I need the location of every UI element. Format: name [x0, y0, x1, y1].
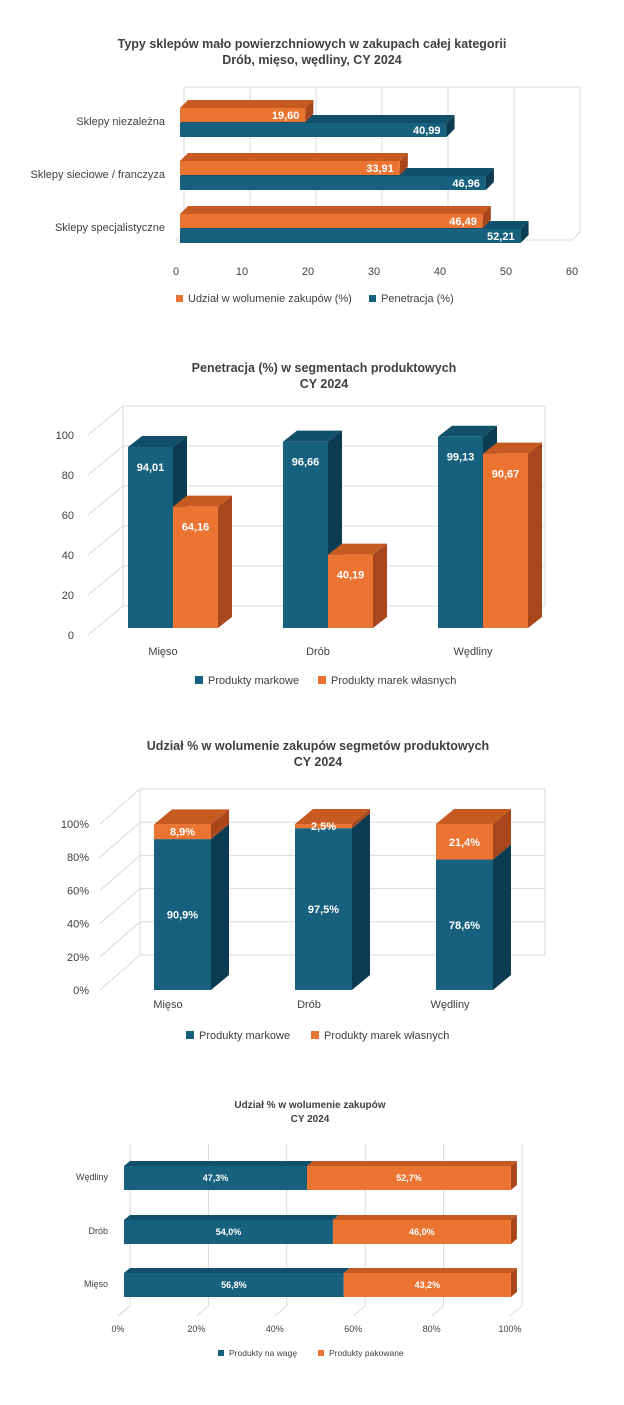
data-label: 54,0%: [215, 1227, 242, 1237]
x-tick-label: 20%: [187, 1324, 206, 1334]
data-label: 56,8%: [221, 1280, 247, 1290]
legend-label-0: Produkty markowe: [199, 1030, 291, 1042]
chart-volume-share: [0, 1070, 624, 1405]
grid-side-1: [88, 566, 123, 595]
y-tick-label: 100%: [60, 819, 89, 831]
category-label: Drób: [306, 646, 330, 658]
data-label: 19,60: [271, 110, 300, 122]
chart-subtitle: CY 2024: [299, 377, 349, 391]
legend-swatch-1: [318, 676, 326, 684]
x-tick-label: 30: [367, 266, 381, 278]
legend-label-0: Udział w wolumenie zakupów (%): [188, 293, 352, 305]
y-tick-label: 40%: [66, 918, 89, 931]
bar-waga-top: [124, 1268, 350, 1273]
bar-udzial-top: [180, 100, 313, 108]
bar-wlasne: [328, 555, 373, 628]
chart-volume-share-segments: [0, 700, 624, 1070]
bar-pakowane-top: [307, 1161, 517, 1166]
bar-pakowane-side: [511, 1161, 517, 1190]
chart-subtitle: CY 2024: [290, 1114, 330, 1125]
bar-udzial-top: [180, 206, 491, 214]
x-tick-label: 40: [433, 266, 447, 278]
category-label: Sklepy niezależna: [76, 116, 165, 128]
grid-side-4: [88, 446, 123, 475]
data-label: 52,7%: [396, 1173, 422, 1183]
chart-store-types: [0, 0, 624, 330]
grid-side-5: [100, 789, 140, 824]
x-tick-label: 60: [565, 266, 579, 278]
data-label: 21,4%: [448, 836, 481, 849]
bar-markowe-side: [493, 845, 511, 990]
data-label: 99,13: [446, 451, 475, 464]
x-tick-label: 10: [235, 266, 249, 278]
grid-side-2: [88, 526, 123, 555]
x-tick-label: 40%: [265, 1324, 284, 1334]
grid-side-3: [88, 486, 123, 515]
y-tick-label: 80: [61, 470, 74, 482]
chart-subtitle: CY 2024: [293, 755, 343, 769]
legend-label-1: Produkty pakowane: [329, 1348, 404, 1358]
bar-pakowane-side: [511, 1268, 517, 1297]
bar-penetracja: [180, 123, 447, 137]
y-tick-label: 80%: [66, 852, 89, 865]
bar-pakowane-top: [333, 1215, 517, 1220]
data-label: 46,0%: [409, 1227, 435, 1237]
data-label: 96,66: [291, 456, 320, 469]
legend-swatch-1: [369, 295, 376, 302]
bar-pakowane-top: [344, 1268, 517, 1273]
category-label: Wędliny: [75, 1172, 108, 1182]
chart-title: Udział % w wolumenie zakupów: [234, 1100, 386, 1111]
grid-side-4: [100, 822, 140, 857]
y-tick-label: 0%: [73, 985, 89, 997]
bar-wlasne-side: [218, 496, 232, 628]
category-label: Wędliny: [430, 999, 470, 1011]
y-tick-label: 40: [61, 550, 74, 562]
bar-udzial: [180, 214, 483, 228]
chart-subtitle: Drób, mięso, wędliny, CY 2024: [222, 53, 402, 67]
bar-udzial-top: [180, 153, 408, 161]
legend-label-0: Produkty markowe: [208, 675, 300, 687]
bar-waga-top: [124, 1161, 313, 1166]
grid-floor-5: [510, 1306, 522, 1316]
data-label: 43,2%: [414, 1280, 441, 1290]
bar-pakowane-side: [511, 1215, 517, 1244]
grid-side-3: [100, 855, 140, 890]
x-tick-label: 0%: [111, 1324, 125, 1334]
floor-left: [118, 1306, 130, 1316]
chart-penetration-svg: [0, 330, 624, 700]
data-label: 94,01: [136, 461, 165, 474]
y-tick-label: 0: [67, 630, 74, 642]
x-tick-label: 60%: [344, 1324, 363, 1334]
chart-title: Typy sklepów mało powierzchniowych w zakupach całej kategorii: [117, 37, 507, 51]
y-tick-label: 60%: [66, 885, 89, 898]
chart-volume-share-segments-svg: [0, 700, 624, 1070]
data-label: 46,96: [452, 178, 480, 190]
bar-markowe-side: [352, 813, 370, 990]
grid-side-5: [88, 406, 123, 435]
bar-penetracja: [180, 176, 486, 190]
chart-penetration: [0, 330, 624, 700]
data-label: 40,19: [336, 569, 365, 582]
legend-swatch-1: [311, 1031, 319, 1039]
x-tick-label: 0: [172, 266, 180, 278]
data-label: 78,6%: [448, 919, 481, 932]
y-tick-label: 100: [55, 430, 74, 442]
category-label: Drób: [297, 999, 321, 1011]
category-label: Mięso: [83, 1279, 108, 1289]
data-label: 46,49: [449, 216, 477, 228]
data-label: 8,9%: [169, 826, 196, 839]
grid-floor-2: [275, 1306, 287, 1316]
grid-side-2: [100, 889, 140, 924]
grid-floor-6: [572, 232, 580, 240]
bar-markowe: [438, 437, 483, 628]
x-tick-label: 80%: [422, 1324, 441, 1334]
category-label: Sklepy sieciowe / franczyza: [30, 169, 165, 181]
x-tick-label: 20: [301, 266, 315, 278]
legend-label-1: Produkty marek własnych: [324, 1030, 450, 1042]
chart-title: Penetracja (%) w segmentach produktowych: [191, 361, 457, 375]
legend-swatch-0: [218, 1350, 224, 1356]
x-tick-label: 50: [499, 266, 513, 278]
y-tick-label: 60: [61, 510, 74, 522]
y-tick-label: 20: [61, 590, 74, 602]
legend-swatch-0: [195, 676, 203, 684]
bar-wlasne-side: [528, 443, 542, 628]
bar-penetracja: [180, 229, 521, 243]
grid-side-1: [100, 922, 140, 957]
data-label: 52,21: [487, 231, 515, 243]
legend-swatch-0: [186, 1031, 194, 1039]
legend-label-1: Produkty marek własnych: [331, 675, 457, 687]
grid-floor-4: [432, 1306, 444, 1316]
legend-swatch-0: [176, 295, 183, 302]
legend-label-0: Produkty na wagę: [229, 1348, 298, 1358]
x-tick-label: 100%: [498, 1324, 522, 1334]
legend-label-1: Penetracja (%): [381, 293, 454, 305]
data-label: 90,9%: [166, 909, 199, 922]
data-label: 64,16: [181, 521, 210, 534]
category-label: Mięso: [153, 999, 183, 1011]
category-label: Wędliny: [453, 646, 493, 658]
bar-waga-top: [124, 1215, 339, 1220]
data-label: 33,91: [366, 163, 394, 175]
grid-floor-3: [353, 1306, 365, 1316]
data-label: 40,99: [413, 125, 441, 137]
category-label: Drób: [88, 1226, 108, 1236]
category-label: Sklepy specjalistyczne: [54, 222, 165, 234]
category-label: Mięso: [148, 646, 178, 658]
legend-swatch-1: [318, 1350, 324, 1356]
bar-wlasne-side: [373, 544, 387, 628]
bar-markowe: [283, 442, 328, 628]
grid-floor-1: [196, 1306, 208, 1316]
bar-markowe: [128, 447, 173, 628]
chart-store-types-svg: [0, 0, 624, 330]
y-tick-label: 20%: [66, 951, 89, 964]
chart-title: Udział % w wolumenie zakupów segmetów produktowych: [146, 739, 490, 753]
data-label: 47,3%: [202, 1173, 229, 1183]
grid-side-0: [100, 955, 140, 990]
data-label: 90,67: [491, 468, 520, 481]
grid-side-0: [88, 606, 123, 635]
data-label: 2,5%: [310, 821, 337, 834]
chart-volume-share-svg: [0, 1070, 624, 1405]
bar-markowe-side: [211, 824, 229, 990]
data-label: 97,5%: [307, 904, 340, 917]
